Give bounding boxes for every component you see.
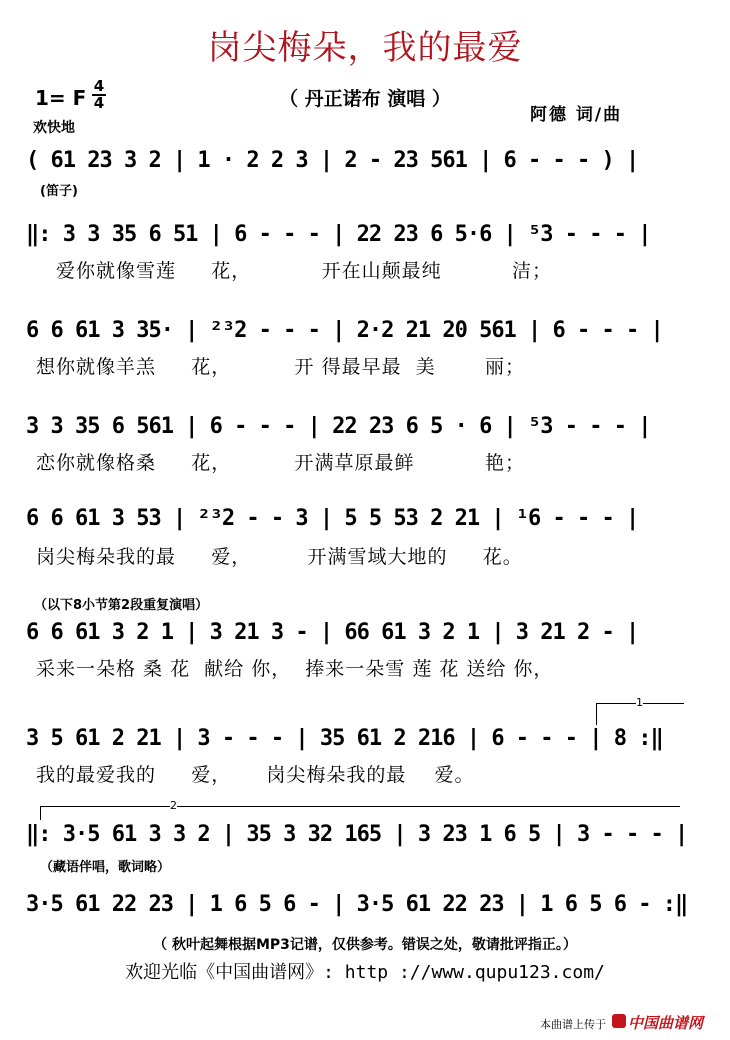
tibetan-note: （藏语伴唱，歌词略） bbox=[40, 860, 171, 875]
lyric-line-7: 我的最爱我的 爱， 岗尖梅朵我的最 爱。 bbox=[36, 764, 475, 786]
score-line-2: ‖: 3 3 35 6 51 | 6 - - - | 22 23 6 5·6 | ⁵3 - - - | bbox=[26, 222, 651, 247]
upload-label: 本曲谱上传于 bbox=[540, 1018, 606, 1031]
lyric-line-3: 想你就像羊羔 花， 开 得最早最 美 丽； bbox=[36, 356, 525, 378]
score-line-8: ‖: 3·5 61 3 3 2 | 35 3 32 165 | 3 23 1 6 5 | 3 - - - | bbox=[26, 822, 688, 847]
singer-credit: （ 丹正诺布 演唱 ） bbox=[279, 88, 451, 110]
repeat-note: （以下8小节第2段重复演唱） bbox=[34, 598, 209, 613]
score-line-6: 6 6 61 3 2 1 | 3 21 3 - | 66 61 3 2 1 | 3 21 2 - | bbox=[26, 620, 639, 645]
composer-credit: 阿德 词/曲 bbox=[530, 105, 623, 125]
lyric-line-6: 采来一朵格 桑 花 献给 你， 捧来一朵雪 莲 花 送给 你， bbox=[36, 658, 554, 680]
score-line-7: 3 5 61 2 21 | 3 - - - | 35 61 2 216 | 6 - - - | 8 :‖ bbox=[26, 726, 663, 751]
score-line-9: 3·5 61 22 23 | 1 6 5 6 - | 3·5 61 22 23 | 1 6 5 6 - :‖ bbox=[26, 892, 688, 917]
lyric-line-5: 岗尖梅朵我的最 爱， 开满雪域大地的 花。 bbox=[36, 546, 523, 568]
key-text: 1= F bbox=[35, 86, 87, 110]
brand-logo[interactable]: 中国曲谱网 bbox=[628, 1014, 704, 1032]
volta-bracket-2 bbox=[40, 799, 680, 812]
lyric-line-2: 爱你就像雪莲 花， 开在山颠最纯 洁； bbox=[56, 260, 552, 282]
volta-2-label: 2 bbox=[170, 799, 177, 812]
volta-1-label: 1 bbox=[636, 696, 643, 709]
welcome-link[interactable]: 欢迎光临《中国曲谱网》: http ://www.qupu123.com/ bbox=[125, 962, 605, 983]
score-line-1: ( 61 23 3 2 | 1 · 2 2 3 | 2 - 23 561 | 6 - - - ) | bbox=[26, 148, 639, 173]
tempo-marking: 欢快地 bbox=[33, 120, 75, 136]
volta-bracket-1 bbox=[596, 696, 684, 709]
disclaimer: （ 秋叶起舞根据MP3记谱，仅供参考。错误之处，敬请批评指正。） bbox=[153, 937, 577, 953]
score-line-4: 3 3 35 6 561 | 6 - - - | 22 23 6 5 · 6 | ⁵3 - - - | bbox=[26, 414, 651, 439]
flute-note: (笛子) bbox=[40, 184, 78, 199]
score-line-3: 6 6 61 3 35· | ²³2 - - - | 2·2 21 20 561 | 6 - - - | bbox=[26, 318, 663, 343]
lyric-line-4: 恋你就像格桑 花， 开满草原最鲜 艳； bbox=[36, 452, 525, 474]
score-line-5: 6 6 61 3 53 | ²³2 - - 3 | 5 5 53 2 21 | ¹6 - - - | bbox=[26, 506, 639, 531]
song-title: 岗尖梅朵，我的最爱 bbox=[207, 28, 523, 68]
time-top: 4 bbox=[93, 77, 105, 95]
time-bottom: 4 bbox=[93, 94, 105, 112]
brand-icon bbox=[612, 1014, 626, 1028]
